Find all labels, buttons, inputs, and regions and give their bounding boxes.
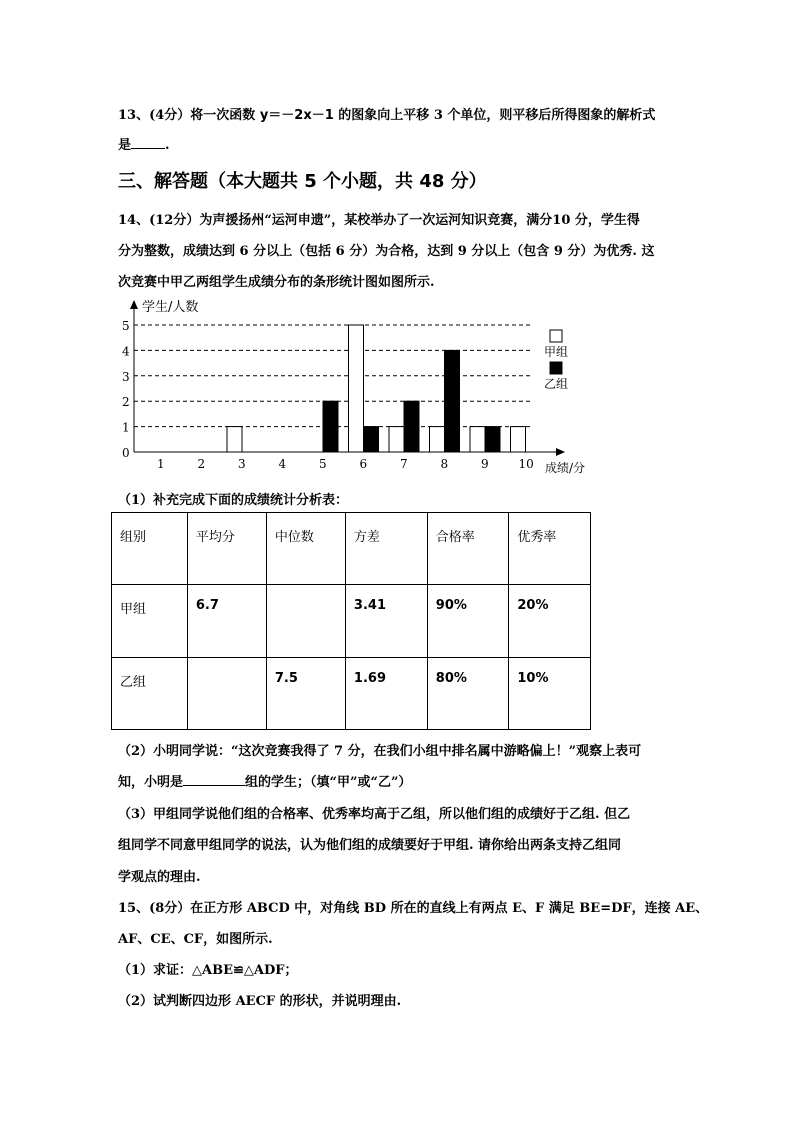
stats-table <box>111 512 591 730</box>
q14-line2: 分为整数，成绩达到 6 分以上（包括 6 分）为合格，达到 9 分以上（包含 9 分）为优秀. 这 <box>118 244 655 259</box>
q15-line2: AF、CE、CF，如图所示. <box>118 932 273 947</box>
answer-blank <box>183 773 245 786</box>
bar-jia <box>430 427 445 452</box>
table-cell: 7.5 <box>266 657 345 729</box>
x-tick-labels <box>157 457 534 471</box>
table-cell: 90% <box>427 585 509 657</box>
x-tick-label: 9 <box>481 457 489 471</box>
q14-line3: 次竞赛中甲乙两组学生成绩分布的条形统计图如图所示. <box>118 275 435 290</box>
header-cell: 组别 <box>112 513 188 585</box>
q13-line2 <box>118 134 170 153</box>
x-tick-label: 10 <box>518 457 534 471</box>
legend-label-yi: 乙组 <box>544 377 569 391</box>
sub2-line2 <box>118 771 411 790</box>
sub3-line2: 组同学不同意甲组同学的说法，认为他们组的成绩要好于甲组. 请你给出两条支持乙组同 <box>118 838 622 853</box>
sub3-line1: （3）甲组同学说他们组的合格率、优秀率均高于乙组，所以他们组的成绩好于乙组. 但乙 <box>118 807 631 822</box>
y-axis-arrow <box>130 300 138 309</box>
table-cell: 3.41 <box>345 585 427 657</box>
q13-text-post: 的图象向上平移 3 个单位，则平移后所得图象的解析式 <box>333 108 656 123</box>
x-tick-label: 8 <box>440 457 449 471</box>
table-cell-blank <box>266 585 345 657</box>
header-cell: 优秀率 <box>509 513 591 585</box>
header-cell: 方差 <box>345 513 427 585</box>
x-tick-label: 3 <box>238 457 246 471</box>
bar-yi <box>323 401 338 452</box>
x-tick-label: 5 <box>319 457 327 471</box>
x-tick-label: 2 <box>197 457 206 471</box>
bar-yi <box>485 427 500 452</box>
bar-jia <box>470 427 485 452</box>
q15-line3: （1）求证：△ABE≌△ADF； <box>118 963 298 978</box>
bar-yi <box>445 350 460 452</box>
q15-line4: （2）试判断四边形 AECF 的形状，并说明理由. <box>118 994 402 1009</box>
legend-swatch-jia <box>550 330 562 342</box>
x-tick-label: 1 <box>157 457 165 471</box>
sub1-prompt: （1）补充完成下面的成绩统计分析表： <box>118 493 349 508</box>
table-cell: 20% <box>509 585 591 657</box>
table-cell: 6.7 <box>187 585 266 657</box>
table-cell-blank <box>187 657 266 729</box>
x-tick-label: 4 <box>278 457 287 471</box>
table-row <box>112 657 591 729</box>
bar-jia <box>227 427 242 452</box>
x-tick-label: 6 <box>359 457 368 471</box>
table-cell: 10% <box>509 657 591 729</box>
y-tick-label: 0 <box>122 446 130 460</box>
legend-swatch-yi <box>550 362 562 374</box>
y-tick-label: 3 <box>122 369 130 384</box>
table-cell: 甲组 <box>112 585 188 657</box>
table-cell: 1.69 <box>345 657 427 729</box>
x-axis-label: 成绩/分 <box>545 461 586 475</box>
bar-jia <box>349 325 364 452</box>
q14-line1: 14、(12分）为声援扬州“运河申遗”，某校举办了一次运河知识竞赛，满分10 分，学生得 <box>118 213 640 228</box>
y-tick-label: 4 <box>122 344 130 359</box>
sub2-line2-pre: 知，小明是 <box>118 775 184 790</box>
sub3-line3: 学观点的理由. <box>118 870 201 885</box>
q13-line2-post: . <box>165 138 170 153</box>
q15-line1: 15、(8分）在正方形 ABCD 中，对角线 BD 所在的直线上有两点 E、F 满足 BE=DF，连接 AE、 <box>118 901 709 916</box>
bar-chart <box>110 296 610 481</box>
table-cell: 乙组 <box>112 657 188 729</box>
bar-yi <box>404 401 419 452</box>
legend-label-jia: 甲组 <box>544 345 569 359</box>
x-axis-arrow <box>556 448 565 456</box>
y-tick-label: 5 <box>122 319 130 333</box>
header-cell: 合格率 <box>427 513 509 585</box>
y-axis-label: 学生/人数 <box>142 300 199 315</box>
answer-blank <box>131 136 165 149</box>
chart-bars <box>227 325 526 452</box>
bar-yi <box>364 427 379 452</box>
header-cell: 中位数 <box>266 513 345 585</box>
q13-line2-pre: 是 <box>118 138 132 153</box>
sub2-line2-post: 组的学生；（填“甲”或“乙”） <box>245 775 412 790</box>
bar-jia <box>389 427 404 452</box>
x-tick-label: 7 <box>400 457 408 471</box>
section-heading: 三、解答题（本大题共 5 个小题，共 48 分） <box>118 171 487 192</box>
table-header-row <box>112 513 591 585</box>
q13-text-pre: 13、(4分）将一次函数 <box>118 108 260 123</box>
sub2-line1: （2）小明同学说：“这次竞赛我得了 7 分，在我们小组中排名属中游略偏上！”观察上表可 <box>118 744 642 759</box>
y-tick-label: 2 <box>122 395 130 410</box>
bar-jia <box>511 427 526 452</box>
table-row <box>112 585 591 657</box>
q13-function: y＝－2x－1 <box>259 108 334 123</box>
y-tick-label: 1 <box>122 420 130 435</box>
q13-line1 <box>118 104 655 123</box>
header-cell: 平均分 <box>187 513 266 585</box>
table-cell: 80% <box>427 657 509 729</box>
y-tick-labels <box>122 319 130 460</box>
